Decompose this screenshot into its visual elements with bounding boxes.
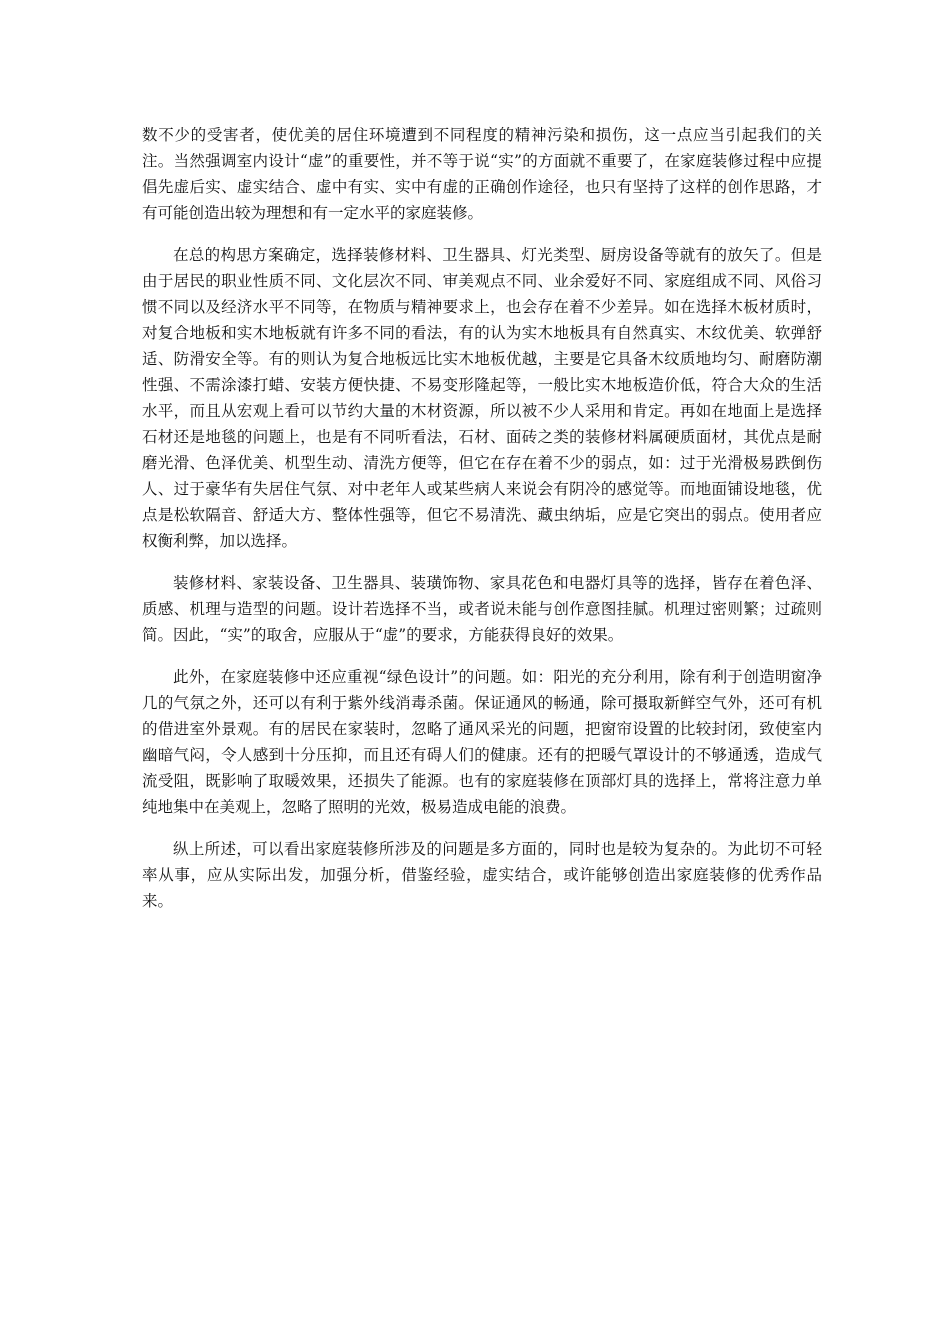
paragraph-4: 此外，在家庭装修中还应重视“绿色设计”的问题。如：阳光的充分利用，除有利于创造明窗净几的气氛之外，还可以有利于紫外线消毒杀菌。保证通风的畅通，除可摄取新鲜空气外，还可有机的借进室外景观。有的居民在家装时，忽略了通风采光的问题，把窗帘设置的比较封闭，致使室内幽暗气闷，令人感到十分压抑，而且还有碍人们的健康。还有的把暖气罩设计的不够通透，造成气流受阻，既影响了取暖效果，还损失了能源。也有的家庭装修在顶部灯具的选择上，常将注意力单纯地集中在美观上，忽略了照明的光效，极易造成电能的浪费。: [142, 668, 822, 816]
paragraph-1: 数不少的受害者，使优美的居住环境遭到不同程度的精神污染和损伤，这一点应当引起我们的关注。当然强调室内设计“虚”的重要性，并不等于说“实”的方面就不重要了，在家庭装修过程中应提倡先虚后实、虚实结合、虚中有实、实中有虚的正确创作途径，也只有坚持了这样的创作思路，才有可能创造出较为理想和有一定水平的家庭装修。: [142, 126, 822, 222]
paragraph-3: 装修材料、家装设备、卫生器具、装璜饰物、家具花色和电器灯具等的选择，皆存在着色泽、质感、机理与造型的问题。设计若选择不当，或者说未能与创作意图挂腻。机理过密则繁；过疏则简。因此，“实”的取舍，应服从于“虚”的要求，方能获得良好的效果。: [142, 574, 822, 644]
paragraph-5: 纵上所述，可以看出家庭装修所涉及的问题是多方面的，同时也是较为复杂的。为此切不可轻率从事，应从实际出发，加强分析，借鉴经验，虚实结合，或许能够创造出家庭装修的优秀作品来。: [142, 840, 822, 910]
document-page: [142, 122, 822, 914]
paragraph-2: 在总的构思方案确定，选择装修材料、卫生器具、灯光类型、厨房设备等就有的放矢了。但是由于居民的职业性质不同、文化层次不同、审美观点不同、业余爱好不同、家庭组成不同、风俗习惯不同以及经济水平不同等，在物质与精神要求上，也会存在着不少差异。如在选择木板材质时，对复合地板和实木地板就有许多不同的看法，有的认为实木地板具有自然真实、木纹优美、软弹舒适、防滑安全等。有的则认为复合地板远比实木地板优越，主要是它具备木纹质地均匀、耐磨防潮性强、不需涂漆打蜡、安装方便快捷、不易变形隆起等，一般比实木地板造价低，符合大众的生活水平，而且从宏观上看可以节约大量的木材资源，所以被不少人采用和肯定。再如在地面上是选择石材还是地毯的问题上，也是有不同听看法，石材、面砖之类的装修材料属硬质面材，其优点是耐磨光滑、色泽优美、机型生动、清洗方便等，但它在存在着不少的弱点，如：过于光滑极易跌倒伤人、过于豪华有失居住气氛、对中老年人或某些病人来说会有阴冷的感觉等。而地面铺设地毯，优点是松软隔音、舒适大方、整体性强等，但它不易清洗、藏虫纳垢，应是它突出的弱点。使用者应权衡利弊，加以选择。: [142, 246, 822, 550]
